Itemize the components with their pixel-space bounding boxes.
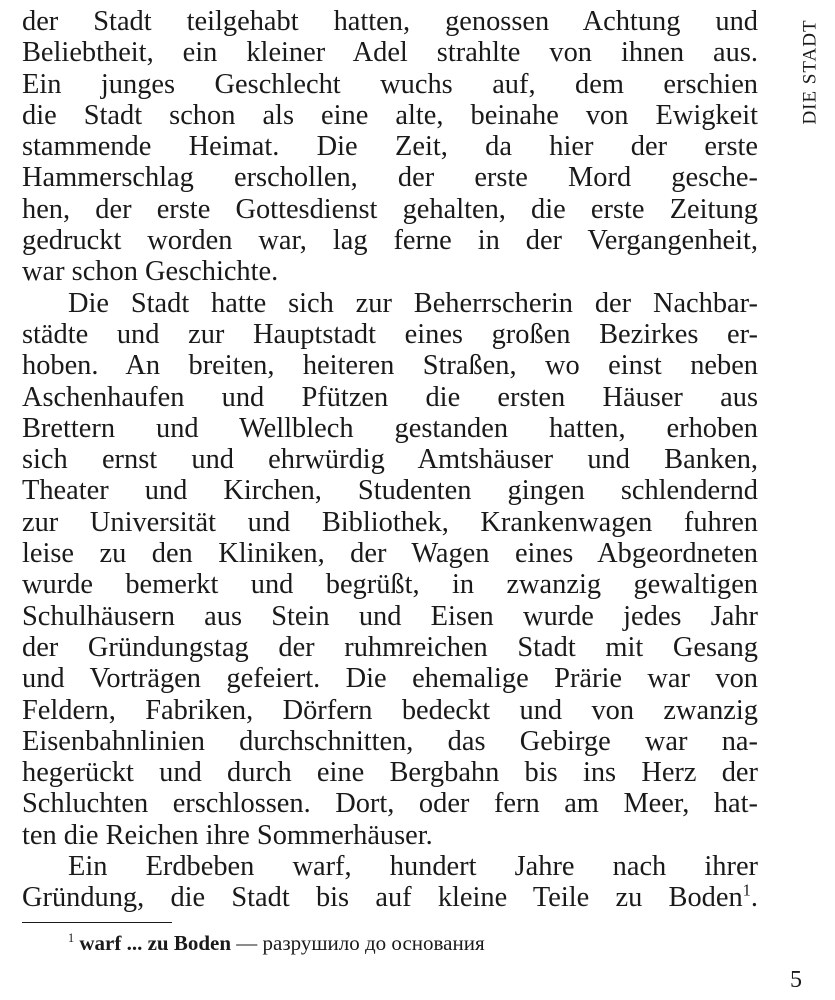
text-line: Eisenbahnlinien durchschnitten, das Gebirge war na- [22, 725, 758, 757]
paragraph-end-line: ten die Reichen ihre Sommerhäuser. [22, 819, 433, 851]
text-line: der Stadt teilgehabt hatten, genossen Achtung und [22, 6, 758, 37]
text-line: sich ernst und ehrwürdig Amtshäuser und Banken, [22, 444, 758, 476]
text-line: hegerückt und durch eine Bergbahn bis ins Herz der [22, 757, 758, 789]
paragraph-start-line: Die Stadt hatte sich zur Beherrscherin der Nachbar- [68, 287, 758, 319]
footnote-dash: — [236, 931, 258, 955]
body-text [22, 6, 758, 914]
footnote-translation: разрушило до основания [262, 931, 485, 955]
paragraph-end-line: war schon Geschichte. [22, 256, 279, 288]
text-line: hoben. An breiten, heiteren Straßen, wo einst neben [22, 350, 758, 382]
text-line: Theater und Kirchen, Studenten gingen schlendernd [22, 475, 758, 507]
text-line: Ein junges Geschlecht wuchs auf, dem erschien [22, 68, 758, 100]
running-head [796, 12, 826, 132]
text-line: Hammerschlag erschollen, der erste Mord gesche- [22, 162, 758, 194]
text-line: gedruckt worden war, lag ferne in der Vergangenheit, [22, 225, 758, 257]
text-line: und Vorträgen gefeiert. Die ehemalige Prärie war von [22, 663, 758, 695]
text-line: Aschenhaufen und Pfützen die ersten Häuser aus [22, 381, 758, 413]
period: . [750, 882, 758, 914]
text-line: Brettern und Wellblech gestanden hatten, erhoben [22, 412, 758, 444]
text-line: Beliebtheit, ein kleiner Adel strahlte von ihnen aus. [22, 37, 758, 69]
text-line: Gründung, die Stadt bis auf kleine Teile zu Boden [22, 882, 743, 914]
footnote-term: warf ... zu Boden [79, 931, 232, 955]
paragraph-start-line: Ein Erdbeben warf, hundert Jahre nach ihrer [68, 851, 758, 883]
text-line: städte und zur Hauptstadt eines großen Bezirkes er- [22, 318, 758, 350]
footnote-divider [22, 922, 172, 923]
running-head-text: DIE STADT [800, 19, 822, 125]
text-line: zur Universität und Bibliothek, Krankenwagen fuhren [22, 506, 758, 538]
text-line: hen, der erste Gottesdienst gehalten, die erste Zeitung [22, 193, 758, 225]
text-line: Schluchten erschlossen. Dort, oder fern am Meer, hat- [22, 788, 758, 820]
text-line: stammende Heimat. Die Zeit, da hier der erste [22, 131, 758, 163]
text-line: wurde bemerkt und begrüßt, in zwanzig gewaltigen [22, 569, 758, 601]
footnote-number: 1 [68, 931, 75, 945]
footnote-reference[interactable]: 1 [742, 880, 751, 900]
page-number: 5 [790, 967, 802, 993]
text-line-with-footnote [22, 882, 758, 913]
text-line: leise zu den Kliniken, der Wagen eines Abgeordneten [22, 538, 758, 570]
text-line: Schulhäusern aus Stein und Eisen wurde jedes Jahr [22, 600, 758, 632]
text-line: Feldern, Fabriken, Dörfern bedeckt und von zwanzig [22, 694, 758, 726]
text-line: die Stadt schon als eine alte, beinahe von Ewigkeit [22, 99, 758, 131]
footnote [68, 930, 485, 956]
text-line: der Gründungstag der ruhmreichen Stadt mit Gesang [22, 631, 758, 663]
